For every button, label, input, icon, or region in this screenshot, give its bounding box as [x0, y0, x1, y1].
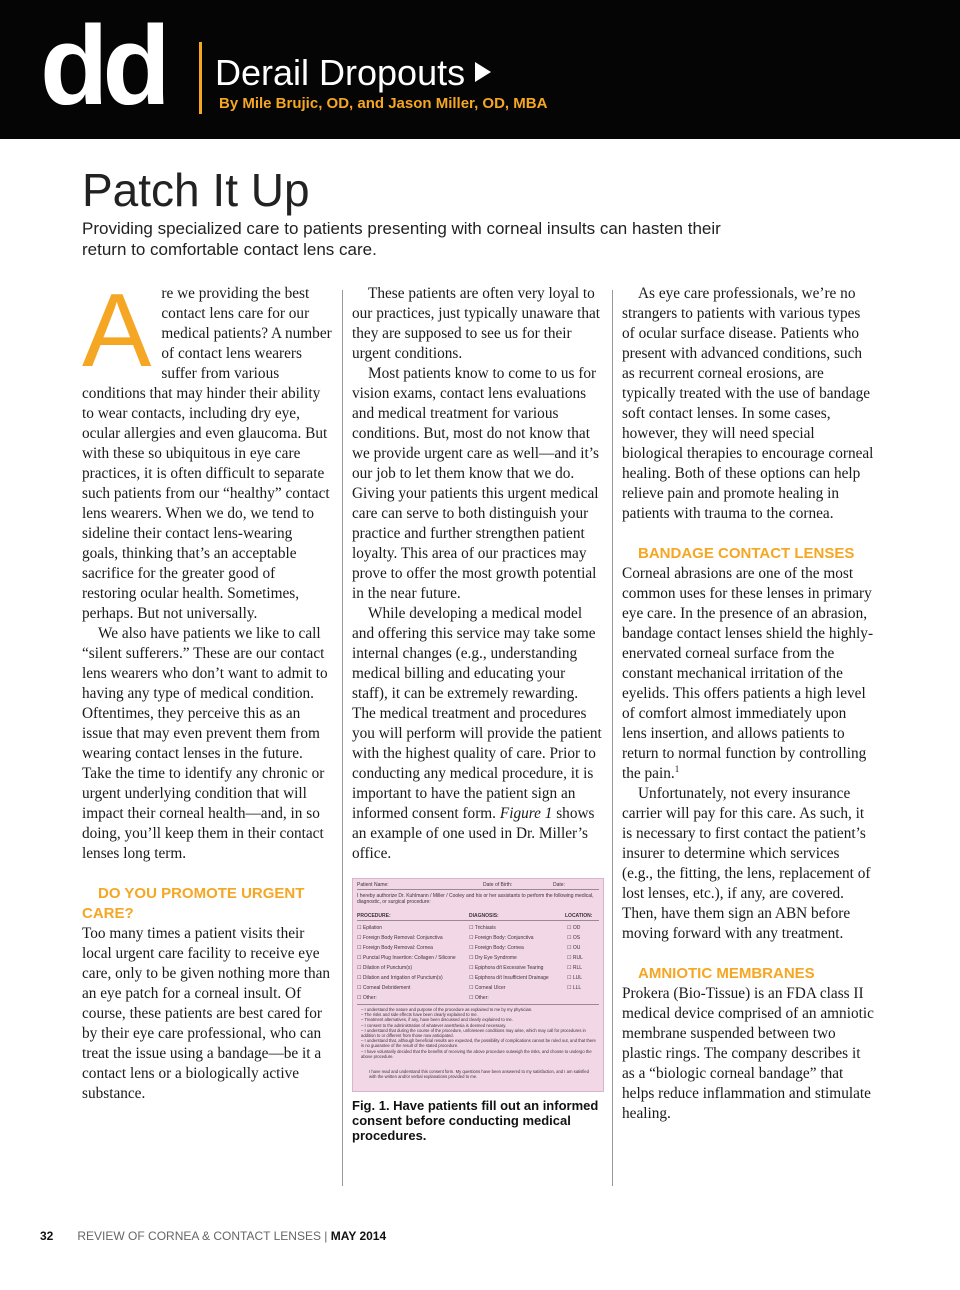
form-procedure-option: ☐ Dilation and Irrigation of Punctum(s): [357, 975, 443, 981]
paragraph: re we providing the best contact lens care for our medical patients? A number of contact lens wearers suffer from various conditions that may hinder their ability to wear contacts, including dry eye, ocular allergies and even glaucoma. But with these so ubiquitous in eye care practices, it is often difficult to separate such patients from our “healthy” contact lens wearers. When we do, we tend to sideline their contact lens-wearing goals, thinking that’s an acceptable sacrifice for the greater good of restoring ocular health. Sometimes, perhaps. But not universally.: [82, 285, 332, 622]
form-location-header: LOCATION:: [565, 913, 593, 919]
form-location-option: ☐ OU: [567, 945, 581, 951]
form-location-option: ☐ OS: [567, 935, 581, 941]
form-location-option: ☐ RUL: [567, 955, 583, 961]
form-statement: – I consent to the administration of whatever anesthesia is deemed necessary.: [361, 1022, 507, 1028]
paragraph: We also have patients we like to call “silent sufferers.” These are our contact lens wearers who don’t want to admit to having any type of medical condition. Oftentimes, they perceive this as an issue that may even prevent them from wearing contact lenses in the future. Take the time to identify any chronic or urgent underlying condition that will impact their corneal health—and, in so doing, you’ll keep them in their contact lenses long term.: [82, 625, 328, 862]
footnote-reference: 1: [674, 763, 680, 774]
paragraph-text: Corneal abrasions are one of the most common uses for these lenses in primary eye care. In the presence of an abrasion, bandage contact lenses shield the highly-enervated corneal surface from the constant mechanical irritation of the eyelids. This offers patients a high level of comfort almost immediately upon lens insertion, and allows patients to return to normal function by controlling the pain.: [622, 565, 874, 782]
column-divider: [612, 290, 613, 1186]
form-patient-name: Patient Name:: [357, 882, 389, 888]
form-statement: – I have voluntarily decided that the benefits of receiving the above procedure outweigh the risks, and choose to undergo the above procedure.: [361, 1048, 592, 1059]
figure-reference: Figure 1: [499, 805, 553, 822]
byline: By Mile Brujic, OD, and Jason Miller, OD, MBA: [219, 95, 548, 112]
form-diagnosis-option: ☐ Foreign Body: Conjunctiva: [469, 935, 534, 941]
form-statement: – I understand the nature and purpose of the procedure as explained to me by my physician.: [361, 1007, 533, 1012]
form-diagnosis-option: ☐ Epiphora d/t Insufficient Drainage: [469, 975, 549, 981]
masthead: [0, 0, 960, 139]
form-rule: [357, 920, 599, 921]
form-statements: [361, 1007, 597, 1059]
form-statement: – I understand that, although beneficial results are expected, the possibility of complications cannot be ruled out, and that there is no guarantee of the result of the stated procedure.: [361, 1038, 596, 1049]
form-procedure-option: ☐ Punctal Plug Insertion: Collagen / Silicone: [357, 955, 456, 961]
drop-cap: A: [82, 273, 152, 389]
form-diagnosis-option: ☐ Trichiasis: [469, 925, 496, 931]
play-arrow-icon: [475, 62, 491, 82]
paragraph-text: shows an example of one used in Dr. Miller’s office.: [352, 805, 595, 862]
form-date: Date:: [553, 882, 565, 888]
page-number: 32: [40, 1229, 54, 1243]
paragraph: Most patients know to come to us for vision exams, contact lens evaluations and medical treatment for various conditions. But, most do not know that we provide urgent care as well—and it’s our job to let them know that we do. Giving your patients this urgent medical care can serve to both distinguish your practice and further strengthen patient loyalty. This area of our practices may prove to offer the most growth potential in the near future.: [352, 365, 599, 602]
form-diagnosis-option: ☐ Epiphora d/t Excessive Tearing: [469, 965, 544, 971]
form-location-option: ☐ LUL: [567, 975, 583, 981]
section-title: [215, 52, 491, 94]
column-1: [82, 273, 332, 1104]
form-procedure-option: ☐ Foreign Body Removal: Conjunctiva: [357, 935, 443, 941]
form-procedure-option: ☐ Corneal Debridement: [357, 985, 411, 991]
paragraph-text: While developing a medical model and offering this service may take some internal changes (e.g., understanding medical billing and educating your staff), it can be extremely rewarding. The medical treatment and procedures you will perform will provide the patient with the highest quality of care. Prior to conducting any medical procedure, it is important to have the patient sign an informed consent form.: [352, 605, 602, 822]
article-subtitle: Providing specialized care to patients presenting with corneal insults can hasten their return to comfortable contact lens care.: [82, 219, 721, 259]
paragraph: [352, 604, 604, 864]
form-procedure-option: ☐ Dilation of Punctum(s): [357, 965, 413, 971]
form-procedure-option: ☐ Epilation: [357, 925, 383, 931]
form-authorization: I hereby authorize Dr. Kuhlmann / Miller / Cooley and his or her assistants to perform the following medical, diagnostic, or surgical procedure:: [357, 893, 594, 905]
column-2: [352, 284, 604, 1143]
form-location-option: ☐ OD: [567, 925, 581, 931]
paragraph: These patients are often very loyal to our practices, just typically unaware that they are supposed to see us for their urgent conditions.: [352, 285, 601, 362]
form-closing: I have read and understand this consent form. My questions have been answered to my satisfaction, and I am satisfied with the written and/or verbal explanations provided to me.: [369, 1069, 589, 1080]
form-diagnosis-option: ☐ Dry Eye Syndrome: [469, 955, 517, 961]
consent-form-figure: [352, 878, 604, 1092]
paragraph: Unfortunately, not every insurance carrier will pay for this care. As such, it is necessary to first contact the patient’s insurer to determine which services (e.g., the fitting, the lens, replacement of lost lenses, etc.), if any, are covered. Then, have them sign an ABN before moving forward with any treatment.: [622, 785, 871, 942]
subheading: AMNIOTIC MEMBRANES: [638, 965, 815, 982]
form-diagnosis-header: DIAGNOSIS:: [469, 913, 499, 919]
publication-name: REVIEW OF CORNEA & CONTACT LENSES: [77, 1229, 321, 1243]
form-procedure-header: PROCEDURE:: [357, 913, 391, 919]
form-statement: – Treatment alternatives, if any, have been discussed and clearly explained to me.: [361, 1017, 513, 1023]
figure-caption: Fig. 1. Have patients fill out an informed consent before conducting medical procedures.: [352, 1098, 599, 1143]
paragraph: [622, 564, 874, 784]
form-rule: [357, 1004, 599, 1005]
issue-date: MAY 2014: [330, 1229, 387, 1243]
form-statement: – The risks and side effects have been clearly explained to me.: [361, 1012, 478, 1018]
form-dob: Date of Birth:: [483, 882, 513, 888]
form-procedure-option: ☐ Foreign Body Removal: Cornea: [357, 945, 433, 951]
form-rule: [357, 889, 599, 890]
form-diagnosis-option: ☐ Foreign Body: Cornea: [469, 945, 524, 951]
paragraph: Too many times a patient visits their local urgent care facility to receive eye care, only to be given nothing more than an eye patch for a corneal insult. Of course, these patients are best cared for by their eye care professional, who can treat the issue using a bandage—be it a contact lens or a biologically active substance.: [82, 925, 331, 1102]
paragraph: Prokera (Bio-Tissue) is an FDA class II medical device comprised of an amniotic membrane suspended between two plastic rings. The company describes it as a “biologic corneal bandage” that helps reduce inflammation and stimulate healing.: [622, 985, 874, 1122]
section-title-text: Derail Dropouts: [215, 52, 466, 93]
form-statement: – I understand that during the course of the procedure, unforeseen conditions may arise, which may call for procedures in addition to or different from those now anticipated.: [361, 1027, 586, 1039]
paragraph: As eye care professionals, we’re no strangers to patients with various types of ocular surface disease. Patients who present with advanced conditions, such as recurrent corneal erosions, are typically treated with the use of bandage soft contact lenses. In some cases, however, they will need special biological therapies to encourage corneal healing. Both of these options can help relieve pain and promote healing in patients with trauma to the cornea.: [622, 285, 874, 522]
subheading: DO YOU PROMOTE URGENT CARE?: [82, 885, 305, 922]
form-location-option: ☐ RLL: [567, 965, 583, 971]
page-footer: [40, 1229, 386, 1243]
column-divider: [342, 290, 343, 1186]
form-procedure-option: ☐ Other:: [357, 995, 377, 1001]
article-title: Patch It Up: [82, 164, 310, 216]
subheading: BANDAGE CONTACT LENSES: [638, 545, 855, 562]
footer-separator: |: [320, 1229, 331, 1243]
form-diagnosis-option: ☐ Other:: [469, 995, 489, 1001]
section-logo: dd: [40, 3, 165, 128]
form-diagnosis-option: ☐ Corneal Ulcer: [469, 985, 506, 991]
column-3: [622, 284, 874, 1124]
form-location-option: ☐ LLL: [567, 985, 582, 991]
logo-divider: [199, 42, 202, 114]
